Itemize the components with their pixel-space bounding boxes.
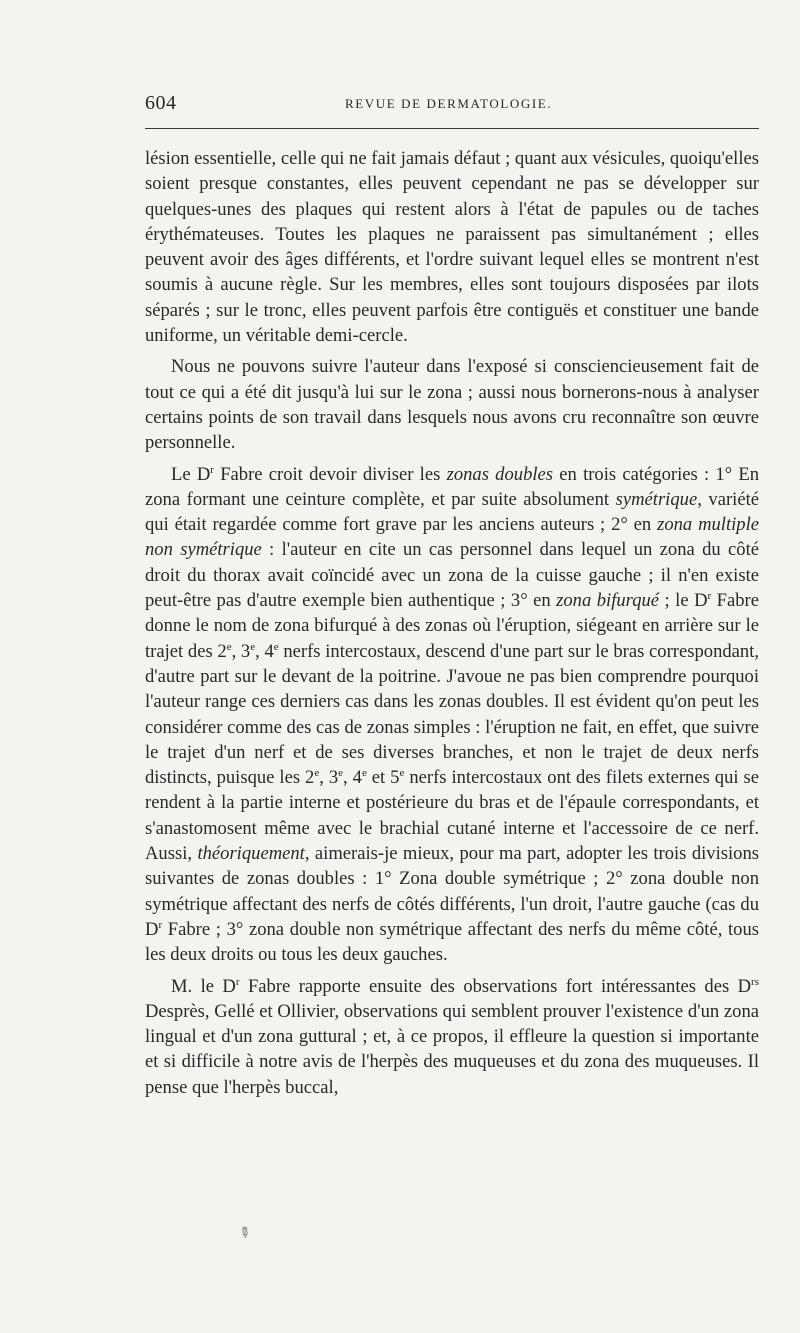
superscript: rs: [751, 975, 759, 988]
page-number: 604: [145, 92, 177, 114]
body-text: [145, 146, 759, 1100]
superscript: e: [250, 640, 256, 653]
superscript: r: [158, 918, 163, 931]
italic-term: zonas doubles: [446, 463, 554, 485]
stray-pencil-mark: ✎: [234, 1223, 254, 1244]
paragraph: Nous ne pouvons suivre l'auteur dans l'exposé si consciencieusement fait de tout ce qui a été dit jusqu'à lui sur le zona ; aussi nous bornerons-nous à analyser certains points de son travail dans lesquels nous avons cru reconnaître son œuvre personnelle.: [145, 356, 759, 454]
italic-term: zona multiple non symétrique: [145, 514, 760, 561]
superscript: r: [235, 975, 240, 988]
superscript: e: [338, 766, 344, 779]
superscript: e: [226, 640, 232, 653]
superscript: r: [707, 589, 712, 602]
paragraph: lésion essentielle, celle qui ne fait jamais défaut ; quant aux vésicules, quoiqu'elles soient presque constantes, elles peuvent cependant ne pas se développer sur quelques-unes des plaques qui restent alors à l'état de papules ou de taches érythémateuses. Toutes les plaques ne paraissent pas simultanément ; elles peuvent avoir des âges différents, et l'ordre suivant lequel elles se montrent n'est soumis à aucune règle. Sur les membres, elles sont toujours disposées par ilots séparés ; sur le tronc, elles peuvent parfois être contiguës et constituer une bande uniforme, un véritable demi-cercle.: [145, 148, 759, 347]
italic-term: zona bifurqué: [556, 590, 660, 612]
italic-term: théoriquement,: [197, 843, 310, 865]
superscript: r: [210, 463, 214, 476]
superscript: e: [314, 766, 320, 779]
paragraph: Le $D^r$ Fabre croit devoir diviser les zonas doubles en trois catégories : 1° En zona formant une ceinture complète, et par suite absolument symétrique, variété qui était regardée comme fort grave par les anciens auteurs ; 2° en zona multiple non symétrique : l'auteur en cite un cas personnel dans lequel un zona du côté droit du thorax avait coïncidé avec un zona de la cuisse gauche ; il n'en existe peut-être pas d'autre exemple bien authentique ; 3° en zona bifurqué ; le $D^r$ Fabre donne le nom de zona bifurqué à des zonas où l'éruption, siégeant en arrière sur le trajet des 2e, 3e, 4e nerfs intercostaux, descend d'une part sur le bras correspondant, d'autre part sur le devant de la poitrine. J'avoue ne pas bien comprendre pourquoi l'auteur range ces derniers cas dans les zonas doubles. Il est évident qu'on peut les considérer comme des cas de zonas simples : l'éruption ne fait, en effet, que suivre le trajet d'un nerf et de ses diverses branches, et non le trajet de deux nerfs distincts, puisque les 2e, 3e, 4e et 5e nerfs intercostaux ont des filets externes qui se rendent à la partie interne et postérieure du bras et de l'épaule correspondants, et s'anastomosent même avec le brachial cutané interne et l'accessoire de ce nerf. Aussi, théoriquement, aimerais-je mieux, pour ma part, adopter les trois divisions suivantes de zonas doubles : 1° Zona double symétrique ; 2° zona double non symétrique affectant des nerfs de côtés différents, l'un droit, l'autre gauche (cas du $D^r$ Fabre ; 3° zona double non symétrique affectant des nerfs du même côté, tous les deux droits ou tous les deux gauches.: [145, 463, 760, 966]
superscript: e: [399, 766, 405, 779]
superscript: e: [361, 766, 367, 779]
superscript: e: [273, 640, 279, 653]
italic-term: symétrique,: [615, 488, 702, 510]
paragraph: M. le $D^r$ Fabre rapporte ensuite des observations fort intéressantes des $D^{rs}$ Desprès, Gellé et Ollivier, observations qui semblent prouver l'existence d'un zona lingual et d'un zona guttural ; et, à ce propos, il effleure la question si importante et si difficile à notre avis de l'herpès des muqueuses et du zona des muqueuses. Il pense que l'herpès buccal,: [145, 975, 759, 1098]
running-head: REVUE DE DERMATOLOGIE.: [345, 96, 553, 111]
header-rule: [145, 128, 759, 129]
page-header: [145, 92, 759, 120]
